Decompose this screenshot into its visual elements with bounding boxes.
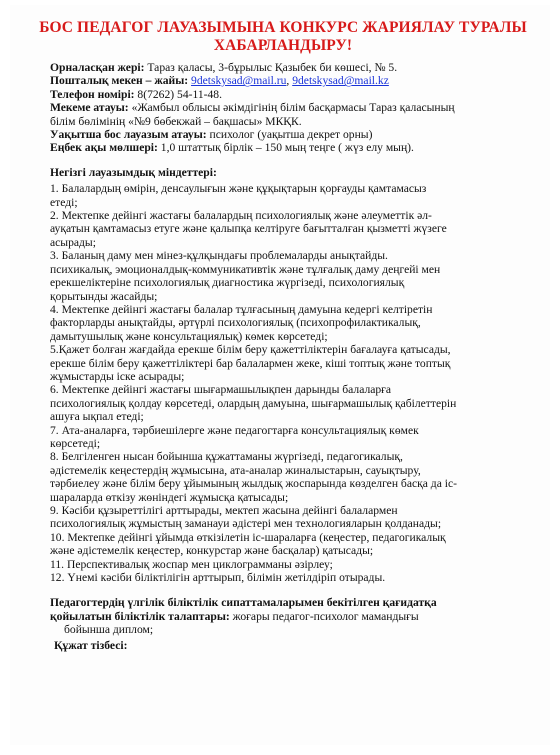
duty-item [50,504,538,531]
duty-line: етеді; [50,195,78,209]
duty-line: 4. Мектепке дейінгі жастағы балалар тұлғасының дамуына кедергі келтіретін [50,302,433,316]
duty-line: асырады; [50,235,96,249]
duty-line: көрсетеді; [50,436,101,450]
requirements-label: қойылатын біліктілік талаптары: [50,609,230,623]
location-label: Орналасқан жері: [50,61,145,74]
requirements-line-2 [50,610,538,623]
duty-line: жұмыстарды іске асырады; [50,369,185,383]
duties-list [50,182,538,584]
email-separator: , [286,74,293,88]
location-value: Тараз қаласы, 3-бұрылыс Қазыбек би көшесі, № 5. [144,61,398,74]
duty-item [50,531,538,558]
salary-line [50,141,538,154]
duty-item [50,249,538,303]
duty-line: 1. Балалардың өмірін, денсаулығын және құқықтарын қорғауды қамтамасыз [50,182,427,196]
duty-line: 11. Перспективалық жоспар мен циклограмманы әзірлеу; [50,557,333,571]
duty-line: психологиялық жұмыстың заманауи әдістері мен технологияларын қолданады; [50,517,442,531]
organization-line-2: білім бөлімінің «№9 бөбекжай – бақшасы» МКҚК. [50,114,302,128]
announcement-page [10,5,550,745]
organization-label: Мекеме атауы: [50,101,129,115]
requirements-line-1: Педагогтердің үлгілік біліктілік сипаттамаларымен бекітілген қағидатқа [50,596,437,610]
duty-line: 12. Үнемі кәсіби біліктілігін арттырып, білімін жетілдіріп отырады. [50,571,386,585]
duty-line: 3. Баланың даму мен мінез-құлқындағы проблемаларды анықтайды. [50,249,388,263]
duty-line: ерекшеліктеріне психологиялық диагностика жүргізеді, психологиялық [50,276,405,290]
phone-label: Телефон номірі: [50,87,135,101]
announcement-title: БОС ПЕДАГОГ ЛАУАЗЫМЫНА КОНКУРС ЖАРИЯЛАУ ТУРАЛЫ ХАБАРЛАНДЫРУ! [39,19,527,54]
duty-line: 2. Мектепке дейінгі жастағы балалардың психологиялық және әлеуметтік әл- [50,209,432,223]
duty-line: дамытушылық және консультациялық) көмек көрсетеді; [50,329,328,343]
phone-line [50,88,538,101]
vacancy-line [50,128,538,141]
duty-line: 10. Мектепке дейінгі ұйымда өткізілетін іс-шараларға (кеңестер, педагогикалық [50,530,446,544]
salary-value: 1,0 штаттық бірлік – 150 мың теңге ( жүз елу мың). [157,141,414,155]
duty-line: ашуға ықпал етеді; [50,410,144,424]
email-line [50,74,538,87]
duty-item [50,209,538,249]
duty-item [50,343,538,383]
email-label: Пошталық мекен – жайы: [50,74,189,88]
location-line [50,61,538,74]
requirements-block [50,596,538,636]
duty-line: ауқатын қамтамасыз етуге және қалыпқа келтіруге бағытталған қызметті жүзеге [50,222,447,236]
duty-line: 7. Ата-аналарға, тәрбиешілерге және педагогтарға консультациялық көмек [50,423,419,437]
duty-line: қорытынды жасайды; [50,289,158,303]
duty-item [50,450,538,504]
duty-line: факторларды анықтайды, әртүрлі психологиялық (психопрофилактикалық, [50,316,421,330]
duty-line: 8. Белгіленген нысан бойынша құжаттаманы жүргізеді, педагогикалық, [50,450,403,464]
duty-line: ерекше білім беру қажеттіліктері бар балалармен жеке, кіші топтық және топтық [50,356,451,370]
info-block [50,61,538,155]
duty-line: шараларда өткізу жөніндегі жұмысқа қатысады; [50,490,289,504]
vacancy-label: Уақытша бос лауазым атауы: [50,128,207,142]
duty-line: және әдістемелік кеңестер, конкурстар және басқалар) қатысады; [50,544,374,558]
duty-line: 5.Қажет болған жағдайда ерекше білім беру қажеттіліктерін бағалауға қатысады, [50,343,451,357]
documents-title: Құжат тізбесі: [54,638,128,652]
duty-line: психикалық, эмоционалдық-коммуникативтік және тұлғалық даму деңгейі мен [50,262,441,276]
duty-line: әдістемелік кеңестердің жұмысына, ата-аналар жиналыстарын, сауықтыру, [50,463,421,477]
duty-line: тәрбиелеу және білім беру ұйымының жылдық жоспарында көзделген басқа да іс- [50,477,457,491]
email-link-1[interactable]: 9detskysad@mail.ru [191,74,287,88]
duty-item [50,424,538,451]
duty-line: психологиялық қолдау көрсетеді, олардың дамуына, шығармашылық қабілеттерін [50,396,457,410]
organization-value-1: «Жамбыл облысы әкімдігінің білім басқармасы Тараз қаласының [128,101,455,115]
salary-label: Еңбек ақы мөлшері: [50,141,158,155]
phone-value: 8(7262) 54-11-48. [134,87,223,101]
email-link-2[interactable]: 9detskysad@mail.kz [292,74,389,88]
duty-item [50,571,538,584]
duty-item [50,182,538,209]
requirements-value: жоғары педагог-психолог мамандығы [229,609,419,623]
duty-line: 9. Кәсіби құзыреттілігі арттырады, мектеп жасына дейінгі балалармен [50,504,398,517]
duty-line: 6. Мектепке дейінгі жастағы шығармашылықпен дарынды балаларға [50,383,392,397]
requirements-line-3: бойынша диплом; [64,623,154,637]
vacancy-value: психолог (уақытша декрет орны) [206,128,373,142]
duty-item [50,303,538,343]
duty-item [50,558,538,571]
duty-item [50,383,538,423]
duties-title: Негізгі лауазымдық міндеттері: [50,165,217,179]
organization-line [50,101,538,114]
